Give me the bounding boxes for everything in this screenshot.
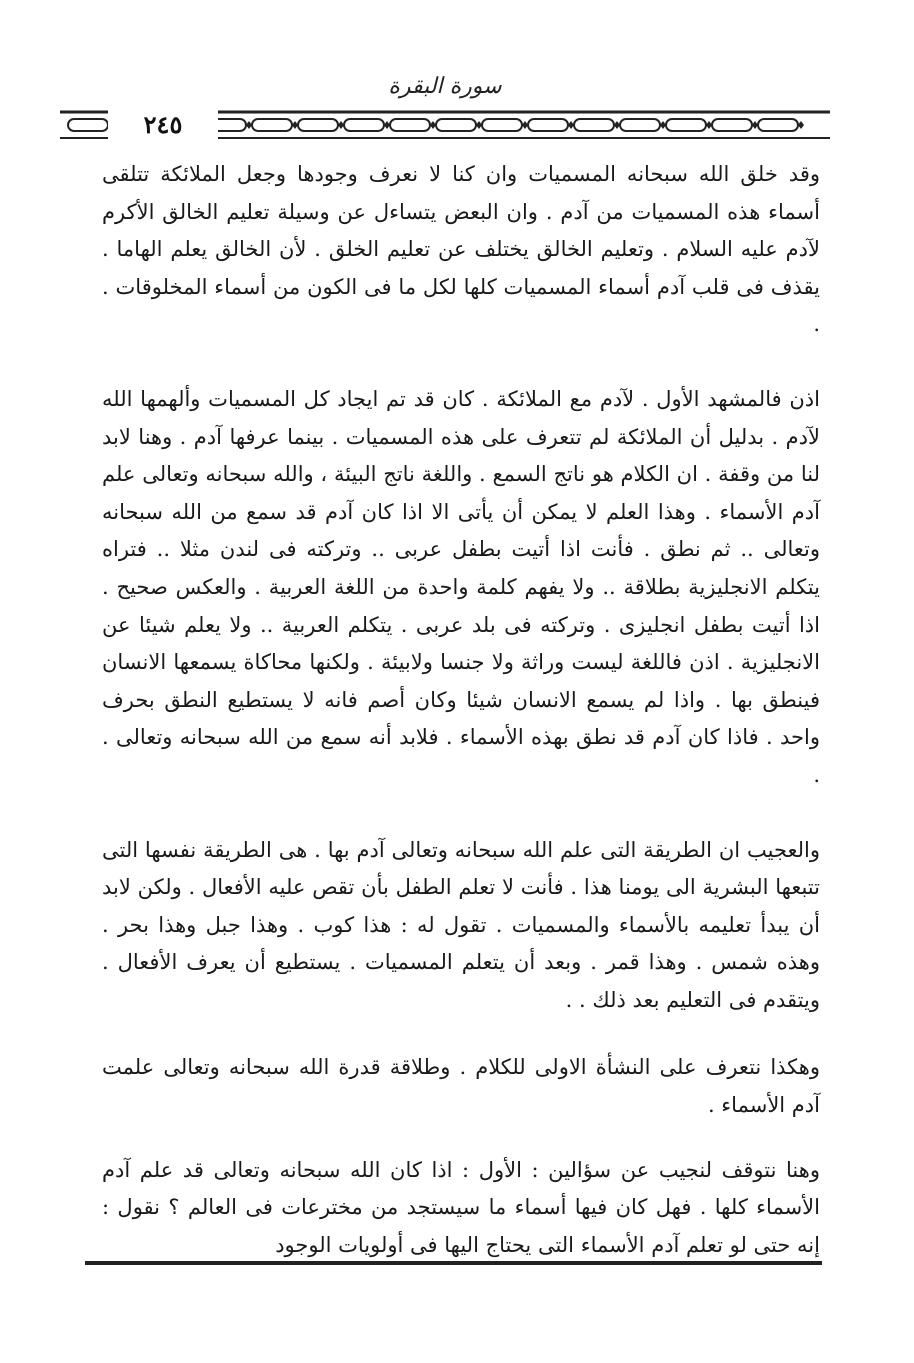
surah-title: سورة البقرة [388, 74, 502, 99]
paragraph-2: اذن فالمشهد الأول . لآدم مع الملائكة . كان قد تم ايجاد كل المسميات وألهمها الله لآدم . بدليل أن الملائكة لم تتعرف على هذه المسميات . بينما عرفها آدم . وهنا لابد لنا من وقفة . ان الكلام هو ناتج السمع . واللغة ناتج البيئة ، والله سبحانه وتعالى علم آدم الأسماء . وهذا العلم لا يمكن أن يأتى الا اذا كان آدم قد سمع من الله سبحانه وتعالى .. ثم نطق . فأنت اذا أتيت بطفل عربى .. وتركته فى لندن مثلا .. فتراه يتكلم الانجليزية بطلاقة .. ولا يفهم كلمة واحدة من اللغة العربية . والعكس صحيح . اذا أتيت بطفل انجليزى . وتركته فى بلد عربى . يتكلم العربية .. ولا يعلم شيئا عن الانجليزية . اذن فاللغة ليست وراثة ولا جنسا ولابيئة . ولكنها محاكاة يسمعها الانسان فينطق بها . واذا لم يسمع الانسان شيئا وكان أصم فانه لا يستطيع النطق بحرف واحد . فاذا كان آدم قد نطق بهذه الأسماء . فلابد أنه سمع من الله سبحانه وتعالى . . [102, 386, 820, 787]
page-body [102, 156, 820, 1264]
page-header [60, 70, 830, 140]
paragraph-3: والعجيب ان الطريقة التى علم الله سبحانه وتعالى آدم بها . هى الطريقة نفسها التى تتبعها البشرية الى يومنا هذا . فأنت لا تعلم الطفل بأن تقص عليه الأفعال . ولكن لابد أن يبدأ تعليمه بالأسماء والمسميات . تقول له : هذا كوب . وهذا جبل وهذا بحر . وهذه شمس . وهذا قمر . وبعد أن يتعلم المسميات . يستطيع أن يعرف الأفعال . ويتقدم فى التعليم بعد ذلك . . [102, 837, 820, 1012]
paragraph-4: وهكذا نتعرف على النشأة الاولى للكلام . وطلاقة قدرة الله سبحانه وتعالى علمت آدم الأسماء . [102, 1055, 820, 1118]
paragraph-5: وهنا نتوقف لنجيب عن سؤالين : الأول : اذا كان الله سبحانه وتعالى قد علم آدم الأسماء كلها . فهل كان فيها أسماء ما سيستجد من مخترعات فى العالم ؟ نقول : إنه حتى لو تعلم آدم الأسماء التى يحتاج اليها فى أولويات الوجود [102, 1157, 820, 1257]
paragraph-1: وقد خلق الله سبحانه المسميات وان كنا لا نعرف وجودها وجعل الملائكة تتلقى أسماء هذه المسميات من آدم . وان البعض يتساءل عن وسيلة تعليم الخالق الأكرم لآدم عليه السلام . وتعليم الخالق يختلف عن تعليم الخلق . لأن الخالق يعلم الهاما . يقذف فى قلب آدم أسماء المسميات كلها لكل ما فى الكون من أسماء المخلوقات . . [102, 162, 820, 337]
page-number: ٢٤٥ [108, 110, 218, 140]
bottom-rule [85, 1261, 822, 1265]
ornament-band [60, 110, 830, 140]
